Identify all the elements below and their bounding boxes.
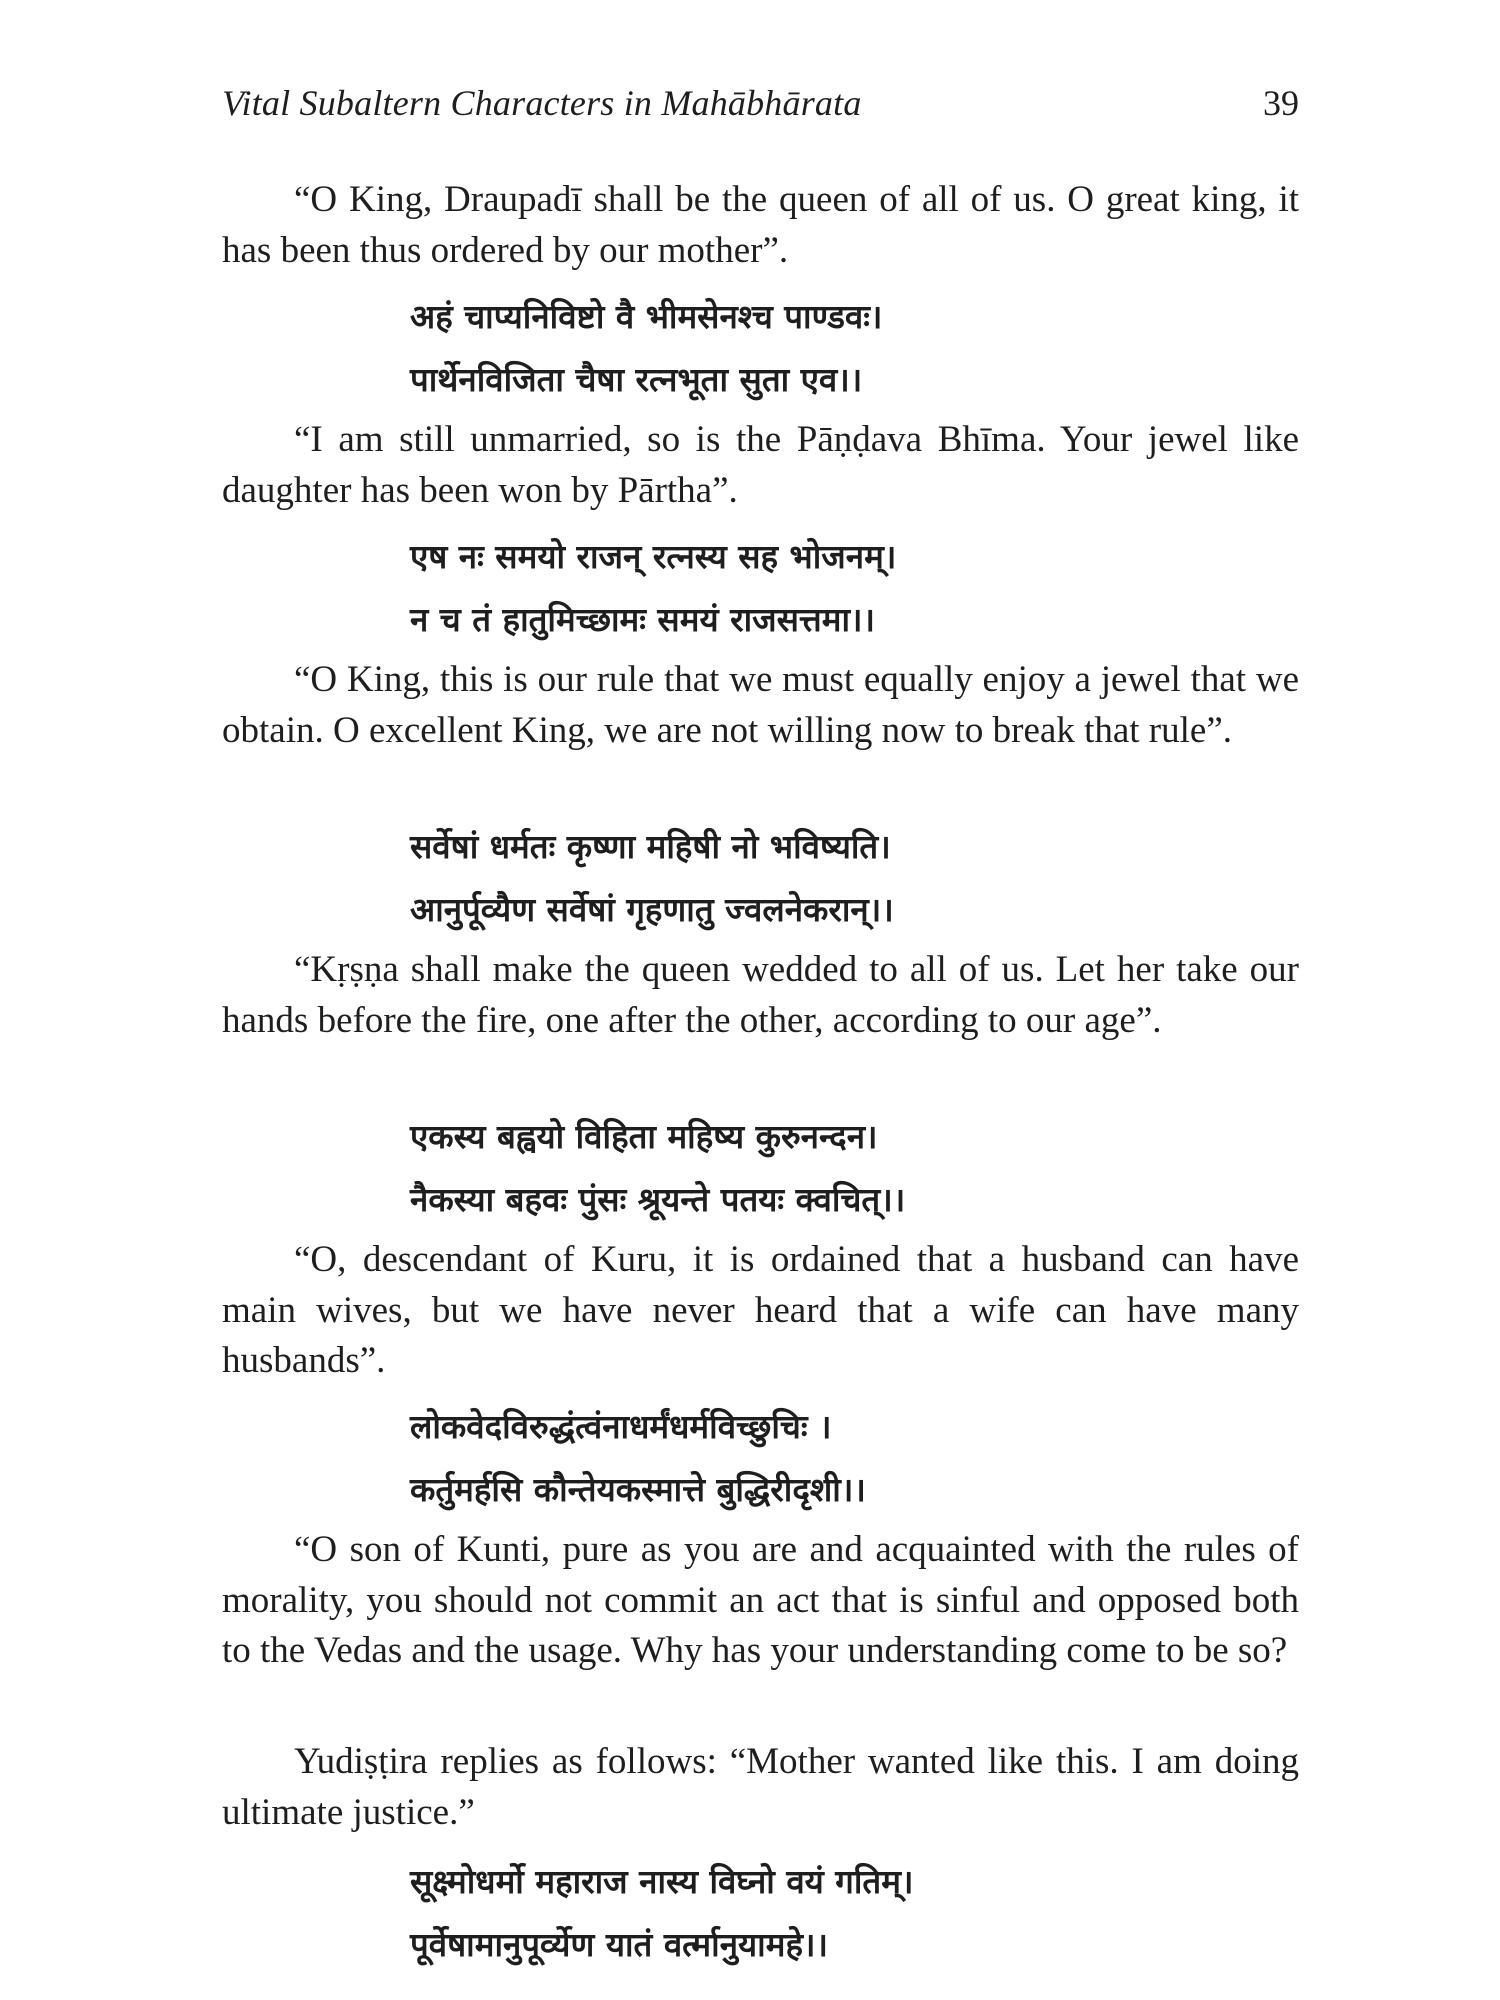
verse-line: लोकवेदविरुद्धंत्वंनाधर्मंधर्मविच्छुचिः । [410,1407,832,1446]
verse-line: सूक्ष्मोधर्मो महाराज नास्य विघ्नो वयं गतिम्। [410,1862,914,1901]
translation-paragraph: “O King, Draupadī shall be the queen of all of us. O great king, it has been thus ordered by our mother”. [222,179,1299,271]
sanskrit-verse [410,1105,1110,1231]
verse-line: अहं चाप्यनिविष्टो वै भीमसेनश्च पाण्डवः। [410,297,883,336]
translation-paragraph: “O son of Kunti, pure as you are and acquainted with the rules of morality, you should not commit an act that is sinful and opposed both to the Vedas and the usage. Why has your understanding come to be so? [222,1529,1299,1671]
verse-line: नैकस्या बहवः पुंसः श्रूयन्ते पतयः क्वचित्।। [410,1180,906,1219]
verse-line: आनुर्पूव्यैण सर्वेषां गृहणातु ज्वलनेकरान्।। [410,890,894,929]
page-number: 39 [1263,83,1299,123]
verse-line: पार्थेनविजिता चैषा रत्नभूता सुता एव।। [410,360,863,399]
translation-paragraph: “O King, this is our rule that we must equally enjoy a jewel that we obtain. O excellent King, we are not willing now to break that rule”. [222,659,1299,751]
verse-line: सर्वेषां धर्मतः कृष्णा महिषी नो भविष्यति। [410,827,891,866]
running-title: Vital Subaltern Characters in Mahābhārata [222,83,862,123]
verse-line: पूर्वेषामानुपूर्व्येण यातं वर्त्मानुयामहे।। [410,1925,828,1964]
sanskrit-verse [410,525,1110,651]
verse-line: न च तं हातुमिच्छामः समयं राजसत्तमा।। [410,600,876,639]
running-header [222,82,1299,130]
translation-paragraph: “I am still unmarried, so is the Pāṇḍava Bhīma. Your jewel like daughter has been won by Pārtha”. [222,419,1299,511]
verse-line: कर्तुमर्हसि कौन्तेयकस्मात्ते बुद्धिरीदृशी।। [410,1470,866,1509]
verse-line: एष नः समयो राजन् रत्नस्य सह भोजनम्। [410,537,897,576]
translation-paragraph: Yudiṣṭira replies as follows: “Mother wanted like this. I am doing ultimate justice.” [222,1741,1299,1833]
translation-paragraph: “O, descendant of Kuru, it is ordained that a husband can have main wives, but we have never heard that a wife can have many husbands”. [222,1239,1299,1381]
verse-line: एकस्य बह्वयो विहिता महिष्य कुरुनन्दन। [410,1117,878,1156]
sanskrit-verse [410,1395,1110,1521]
sanskrit-verse [410,815,1110,941]
translation-paragraph: “Kṛṣṇa shall make the queen wedded to all of us. Let her take our hands before the fire, one after the other, according to our age”. [222,949,1299,1041]
sanskrit-verse [410,1850,1110,1976]
sanskrit-verse [410,285,1110,411]
